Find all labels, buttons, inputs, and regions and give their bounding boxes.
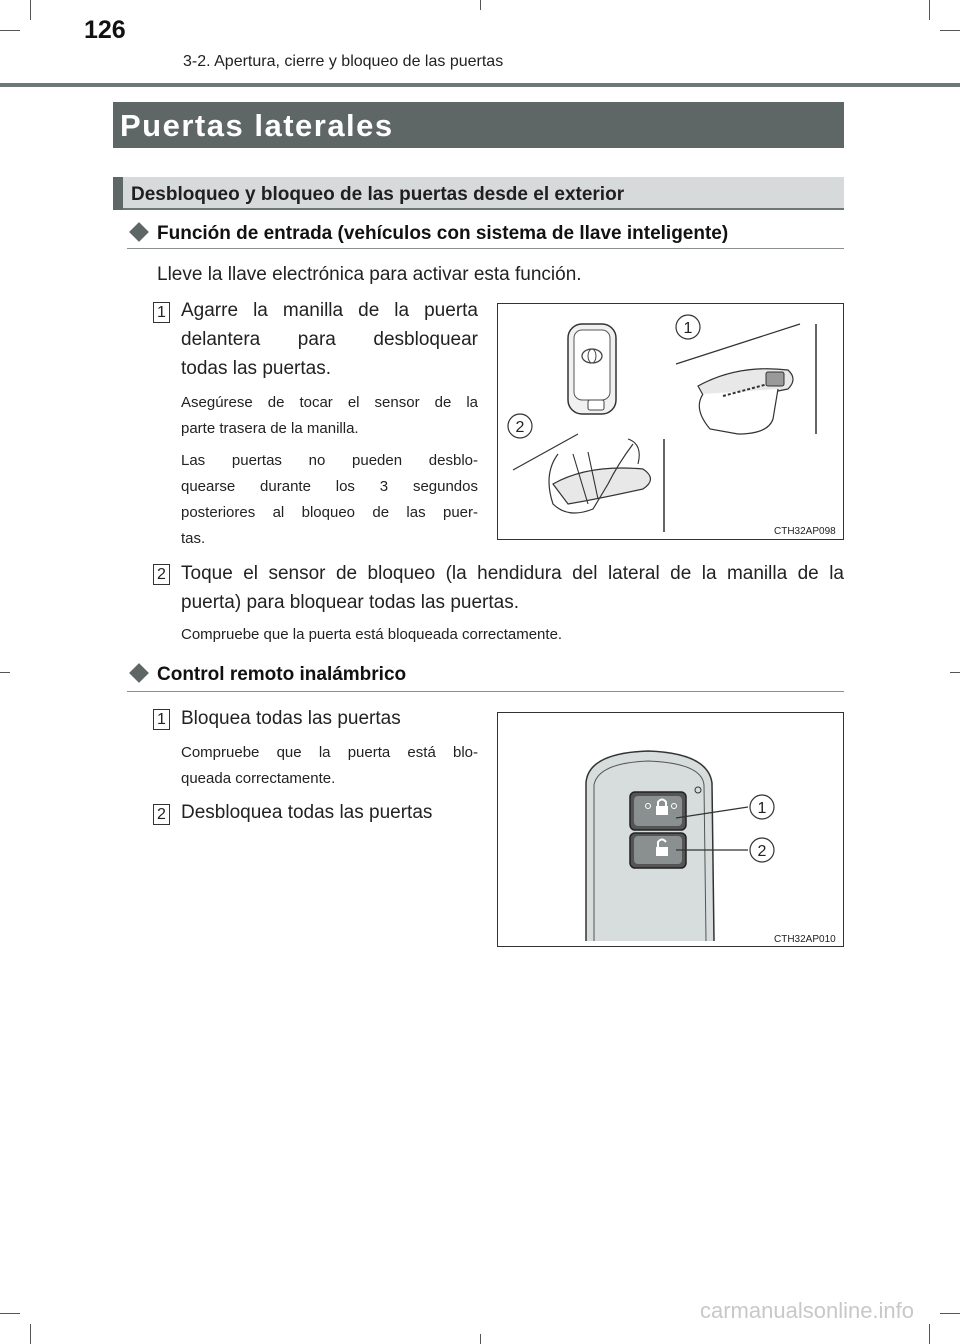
breadcrumb: 3-2. Apertura, cierre y bloqueo de las puertas	[183, 53, 504, 70]
text-line: Compruebe que la puerta está blo-	[181, 744, 478, 761]
crop-mark	[30, 1324, 31, 1344]
crop-mark	[940, 1313, 960, 1314]
entry-function-heading: Función de entrada (vehículos con sistema de llave inteligente)	[157, 223, 729, 244]
text-line: Las puertas no pueden desblo-	[181, 452, 478, 469]
callout-number: 2	[757, 843, 767, 860]
remote-step1-text: Bloquea todas las puertas	[181, 708, 401, 729]
text-line: posteriores al bloqueo de las puer-	[181, 504, 478, 521]
heading-rule	[127, 248, 844, 249]
section-heading: Desbloqueo y bloqueo de las puertas desde el exterior	[131, 184, 625, 205]
crop-mark	[940, 30, 960, 31]
crop-mark	[30, 0, 31, 20]
step1-note1	[181, 390, 478, 442]
text-line: Agarre la manilla de la puerta	[181, 300, 478, 321]
page-title: Puertas laterales	[120, 108, 394, 143]
figure-code: CTH32AP098	[774, 526, 836, 537]
crop-mark	[0, 30, 20, 31]
smart-key-door-figure	[497, 303, 844, 540]
diamond-bullet-icon	[129, 663, 149, 683]
callout-number: 2	[515, 419, 525, 436]
remote-key-figure	[497, 712, 844, 947]
crop-mark	[929, 1324, 930, 1344]
callout-number: 1	[757, 800, 767, 817]
remote-key-illustration	[498, 713, 843, 946]
step-number: 1	[153, 302, 170, 323]
diamond-bullet-icon	[129, 222, 149, 242]
step2-note: Compruebe que la puerta está bloqueada correctamente.	[181, 626, 563, 643]
text-line: Toque el sensor de bloqueo (la hendidura del lateral de la manilla de la	[181, 563, 844, 584]
text-line: parte trasera de la manilla.	[181, 420, 359, 437]
step1-text	[181, 296, 478, 383]
crop-mark	[480, 0, 481, 10]
step1-note2	[181, 448, 478, 552]
remote-step2-text: Desbloquea todas las puertas	[181, 802, 433, 823]
step-number: 1	[153, 709, 170, 730]
remote-step1-note	[181, 740, 478, 792]
header-rule	[0, 83, 960, 87]
text-line: todas las puertas.	[181, 358, 331, 379]
figure-code: CTH32AP010	[774, 934, 836, 945]
door-handle-illustration	[498, 304, 843, 539]
crop-mark	[950, 672, 960, 673]
text-line: quearse durante los 3 segundos	[181, 478, 478, 495]
step2-text	[181, 559, 844, 617]
crop-mark	[0, 1313, 20, 1314]
text-line: Asegúrese de tocar el sensor de la	[181, 394, 478, 411]
remote-heading: Control remoto inalámbrico	[157, 664, 407, 685]
watermark: carmanualsonline.info	[700, 1298, 915, 1323]
callout-number: 1	[683, 320, 693, 337]
section-heading-accent	[113, 177, 123, 210]
entry-function-intro: Lleve la llave electrónica para activar esta función.	[157, 264, 582, 285]
step-number: 2	[153, 564, 170, 585]
text-line: puerta) para bloquear todas las puertas.	[181, 592, 519, 613]
step-number: 2	[153, 804, 170, 825]
crop-mark	[0, 672, 10, 673]
heading-rule	[127, 691, 844, 692]
page-number: 126	[84, 16, 126, 44]
text-line: delantera para desbloquear	[181, 329, 478, 350]
crop-mark	[480, 1334, 481, 1344]
crop-mark	[929, 0, 930, 20]
text-line: queada correctamente.	[181, 770, 336, 787]
text-line: tas.	[181, 530, 206, 547]
